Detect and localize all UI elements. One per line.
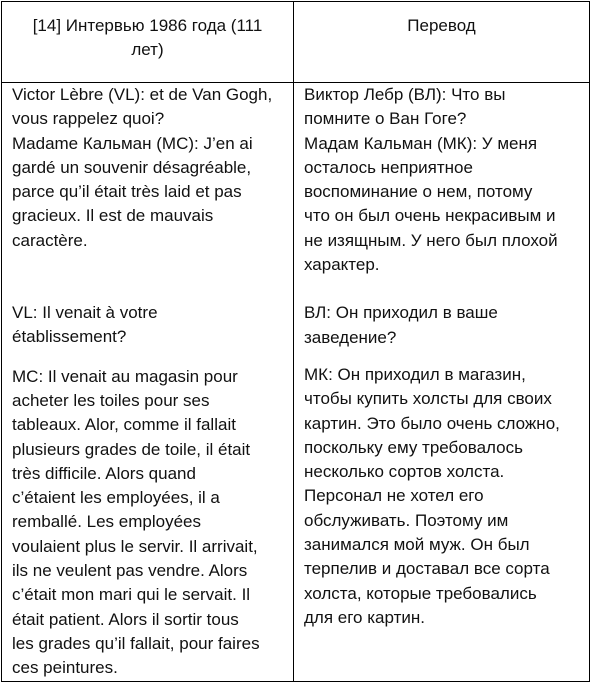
text-line: Виктор Лебр (ВЛ): Что вы bbox=[304, 85, 506, 104]
text-line: caractère. bbox=[12, 230, 88, 250]
interview-table bbox=[1, 1, 590, 682]
text-line: les grades qu’il fallait, pour faires bbox=[12, 633, 260, 653]
text-line: voulaient plus le servir. Il arrivait, bbox=[12, 536, 258, 556]
text-line: établissement? bbox=[12, 327, 127, 347]
text-line: VL: Il venait à votre bbox=[12, 303, 158, 323]
text-line: осталось неприятное bbox=[304, 157, 473, 177]
russian-translation-cell bbox=[294, 83, 590, 682]
french-paragraph-1 bbox=[12, 83, 293, 253]
text-line: несколько сортов холста. bbox=[304, 462, 505, 482]
russian-paragraph-1 bbox=[304, 83, 589, 277]
text-line: для его картин. bbox=[304, 607, 425, 627]
french-text-cell bbox=[2, 83, 294, 682]
header-left-line: [14] Интервью 1986 года (111 bbox=[32, 16, 263, 35]
text-line: МК: Он приходил в магазин, bbox=[304, 364, 526, 384]
header-left-cell bbox=[2, 2, 294, 83]
text-line: ils ne veulent pas vendre. Alors bbox=[12, 561, 248, 581]
text-line: занимался мой муж. Он был bbox=[304, 535, 530, 555]
text-line: чтобы купить холсты для своих bbox=[304, 389, 552, 409]
french-paragraph-3 bbox=[12, 365, 293, 681]
text-line: ВЛ: Он приходил в ваше bbox=[304, 303, 498, 323]
text-line: était patient. Alors il sortir tous bbox=[12, 609, 239, 629]
text-line: Madame Кальман (MC): J’en ai bbox=[12, 133, 253, 153]
header-right-label: Перевод bbox=[407, 16, 476, 35]
text-line: картин. Это было очень сложно, bbox=[304, 413, 560, 433]
text-line: Мадам Кальман (МК): У меня bbox=[304, 133, 538, 153]
text-line: характер. bbox=[304, 255, 380, 275]
text-line: не изящным. У него был плохой bbox=[304, 230, 558, 250]
text-line: MC: Il venait au magasin pour bbox=[12, 366, 238, 386]
french-paragraph-2 bbox=[12, 301, 293, 350]
header-left-line: лет) bbox=[131, 40, 164, 59]
paragraph-spacer bbox=[12, 350, 293, 365]
text-line: поскольку ему требовалось bbox=[304, 437, 523, 457]
text-line: c’était mon mari qui le servait. Il bbox=[12, 585, 251, 605]
paragraph-spacer bbox=[12, 253, 293, 301]
text-line: ces peintures. bbox=[12, 658, 118, 678]
text-line: gracieux. Il est de mauvais bbox=[12, 206, 214, 226]
text-line: терпелив и доставал все сорта bbox=[304, 559, 550, 579]
text-line: très difficile. Alors quand bbox=[12, 463, 196, 483]
header-right-cell bbox=[294, 2, 590, 83]
text-line: Victor Lèbre (VL): et de Van Gogh, bbox=[12, 85, 273, 104]
text-line: Персонал не хотел его bbox=[304, 486, 484, 506]
text-line: холста, которые требовались bbox=[304, 583, 537, 603]
text-line: acheter les toiles pour ses bbox=[12, 390, 210, 410]
text-line: обслуживать. Поэтому им bbox=[304, 510, 509, 530]
text-line: parce qu’il était très laid et pas bbox=[12, 182, 242, 202]
header-row bbox=[2, 2, 590, 83]
text-line: заведение? bbox=[304, 327, 397, 347]
russian-paragraph-2 bbox=[304, 301, 589, 350]
text-line: воспоминание о нем, потому bbox=[304, 182, 533, 202]
paragraph-spacer bbox=[304, 277, 589, 301]
paragraph-spacer bbox=[304, 350, 589, 363]
russian-paragraph-3 bbox=[304, 363, 589, 630]
text-line: tableaux. Alor, comme il fallait bbox=[12, 415, 236, 435]
text-line: remballé. Les employées bbox=[12, 512, 201, 532]
content-row bbox=[2, 83, 590, 682]
text-line: c’étaient les employées, il a bbox=[12, 488, 220, 508]
text-line: vous rappelez quoi? bbox=[12, 109, 165, 129]
text-line: plusieurs grades de toile, il était bbox=[12, 439, 251, 459]
text-line: что он был очень некрасивым и bbox=[304, 206, 556, 226]
text-line: помните о Ван Гоге? bbox=[304, 109, 467, 129]
text-line: gardé un souvenir désagréable, bbox=[12, 157, 252, 177]
